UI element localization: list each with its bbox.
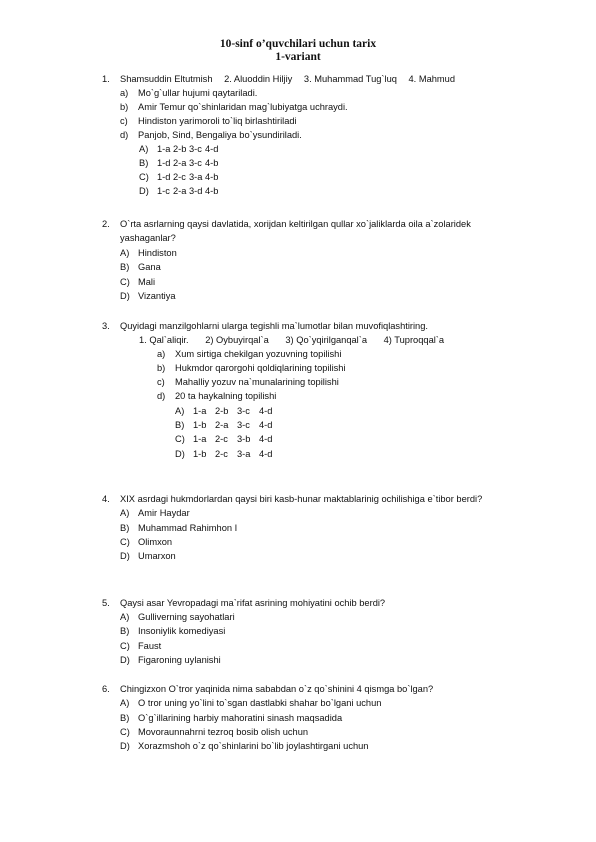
question-5-option: A) Gulliverning sayohatlari (120, 612, 235, 622)
place-2: 2) Oybuyirqal`a (205, 335, 269, 345)
question-1-item: a) Mo`g`ullar hujumi qaytariladi. (120, 88, 258, 98)
question-2-option: C) Mali (120, 277, 156, 287)
question-3-number: 3. (102, 321, 110, 331)
question-6-number: 6. (102, 684, 110, 694)
question-1-item: b) Amir Temur qo`shinlaridan mag`lubiyatga uchraydi. (120, 102, 348, 112)
question-6-text: Chingizxon O`tror yaqinida nima sababdan o`z qo`shinini 4 qismga bo`lgan? (120, 684, 434, 694)
variant-label: 1-variant (275, 51, 321, 63)
question-1-item: c) Hindiston yarimoroli to`liq birlashtiriladi (120, 116, 297, 126)
place-4: 4) Tuproqqal`a (383, 335, 445, 345)
question-5-option: B) Insoniylik komediyasi (120, 626, 226, 636)
question-2-option: B) Gana (120, 262, 161, 272)
place-3: 3) Qo`yqirilganqal`a (285, 335, 368, 345)
question-1-answer: B) 1-d 2-a 3-c 4-b (139, 158, 219, 168)
question-2-text: O`rta asrlarning qaysi davlatida, xorijdan keltirilgan qullar xo`jaliklarda oila a`zolaridek (120, 219, 471, 229)
question-2-option: A) Hindiston (120, 248, 177, 258)
question-6-option: B) O`g`illarining harbiy mahoratini sinash maqsadida (120, 713, 343, 723)
ruler-2: 2. Aluoddin Hiljiy (224, 74, 293, 84)
question-1-number: 1. (102, 74, 110, 84)
question-3-answer: D) 1-b 2-c 3-a 4-d (175, 449, 273, 459)
question-3-item: d) 20 ta haykalning topilishi (157, 391, 277, 401)
question-3-item: c) Mahalliy yozuv na`munalarining topilishi (157, 377, 339, 387)
question-4-option: A) Amir Haydar (120, 508, 190, 518)
question-6-option: A) O tror uning yo`lini to`sgan dastlabki shahar bo`lgani uchun (120, 698, 382, 708)
question-2-text-cont: yashaganlar? (120, 233, 176, 243)
question-3-answer: C) 1-a 2-c 3-b 4-d (175, 434, 273, 444)
question-4-number: 4. (102, 494, 110, 504)
ruler-4: 4. Mahmud (408, 74, 456, 84)
question-5-text: Qaysi asar Yevropadagi ma`rifat asrining mohiyatini ochib berdi? (120, 598, 386, 608)
question-5-option: C) Faust (120, 641, 162, 651)
question-3-item: a) Xum sirtiga chekilgan yozuvning topilishi (157, 349, 342, 359)
question-4-option: C) Olimxon (120, 537, 173, 547)
document-title: 10-sinf o’quvchilari uchun tarix (219, 38, 377, 50)
question-3-answer: A) 1-a 2-b 3-c 4-d (175, 406, 273, 416)
question-4-option: B) Muhammad Rahimhon I (120, 523, 238, 533)
question-2-number: 2. (102, 219, 110, 229)
question-1-answer: C) 1-d 2-c 3-a 4-b (139, 172, 219, 182)
question-1-answer: D) 1-c 2-a 3-d 4-b (139, 186, 219, 196)
question-5-number: 5. (102, 598, 110, 608)
question-6-option: C) Movoraunnahrni tezroq bosib olish uchun (120, 727, 309, 737)
question-1-rulers (120, 73, 455, 85)
question-6-option: D) Xorazmshoh o`z qo`shinlarini bo`lib joylashtirgani uchun (120, 741, 369, 751)
question-3-answer: B) 1-b 2-a 3-c 4-d (175, 420, 273, 430)
question-4-option: D) Umarxon (120, 551, 176, 561)
ruler-1: Shamsuddin Eltutmish (120, 74, 213, 84)
question-2-option: D) Vizantiya (120, 291, 176, 301)
question-1-item: d) Panjob, Sind, Bengaliya bo`ysundiriladi. (120, 130, 302, 140)
question-5-option: D) Figaroning uylanishi (120, 655, 221, 665)
place-1: 1. Qal`aliqir. (139, 335, 189, 345)
question-3-item: b) Hukmdor qarorgohi qoldiqlarining topilishi (157, 363, 346, 373)
question-3-places (139, 334, 444, 346)
ruler-3: 3. Muhammad Tug`luq (303, 74, 397, 84)
question-3-text: Quyidagi manzilgohlarni ularga tegishli ma`lumotlar bilan muvofiqlashtiring. (120, 321, 428, 331)
question-4-text: XIX asrdagi hukmdorlardan qaysi biri kasb-hunar maktablarinig ochilishiga e`tibor berdi? (120, 494, 483, 504)
question-1-answer: A) 1-a 2-b 3-c 4-d (139, 144, 219, 154)
